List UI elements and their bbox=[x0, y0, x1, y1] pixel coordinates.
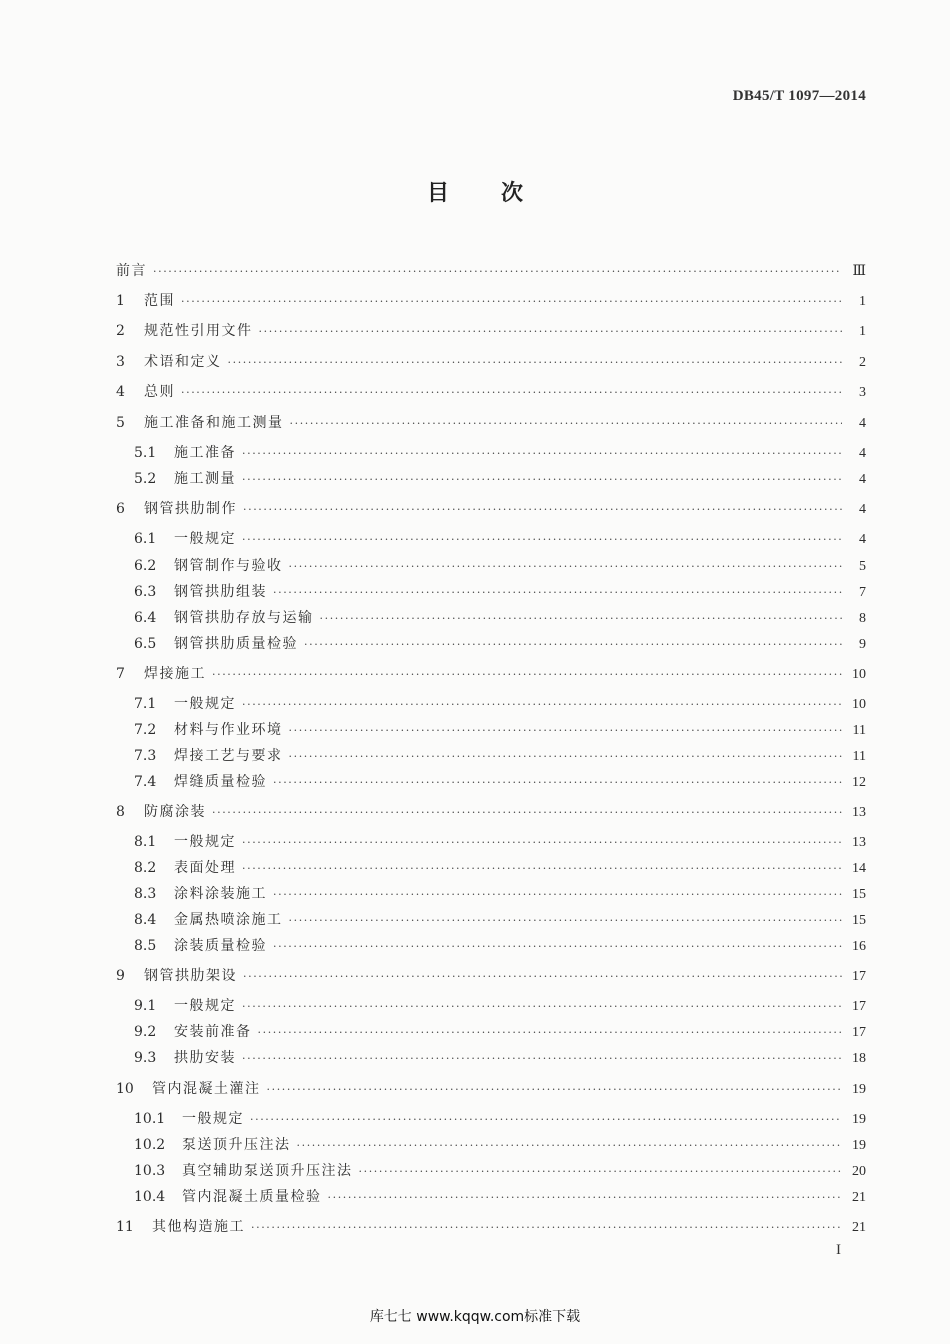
footer-watermark: 库七七 www.kqqw.com标准下载 bbox=[369, 1309, 581, 1325]
toc-page-number: Ⅲ bbox=[852, 264, 866, 279]
toc-leader-dots bbox=[289, 748, 843, 766]
toc-leader-dots bbox=[290, 415, 843, 433]
toc-title: 钢管拱肋质量检验 bbox=[174, 636, 298, 652]
toc-leader-dots bbox=[153, 263, 842, 281]
toc-number: 10.2 bbox=[134, 1137, 166, 1153]
toc-leader-dots bbox=[289, 558, 843, 576]
toc-leader-dots bbox=[250, 1111, 842, 1129]
toc-subsection-row[interactable] bbox=[134, 937, 866, 955]
toc-number: 9.2 bbox=[134, 1024, 157, 1040]
toc-page-number: 8 bbox=[859, 611, 866, 626]
toc-page-number: 20 bbox=[852, 1164, 866, 1179]
toc-title: 钢管拱肋组装 bbox=[174, 584, 267, 600]
toc-leader-dots bbox=[320, 610, 843, 628]
toc-number: 9 bbox=[116, 968, 125, 984]
toc-page-number: 15 bbox=[852, 913, 866, 928]
toc-page-number: 19 bbox=[852, 1112, 866, 1127]
toc-title: 钢管拱肋制作 bbox=[144, 501, 237, 517]
toc-title: 前言 bbox=[116, 263, 147, 279]
toc-page-number: 5 bbox=[859, 559, 866, 574]
toc-leader-dots bbox=[251, 1219, 842, 1237]
toc-leader-dots bbox=[242, 445, 842, 463]
toc-title: 一般规定 bbox=[174, 531, 236, 547]
toc-number: 6.4 bbox=[134, 610, 157, 626]
toc-title: 其他构造施工 bbox=[152, 1219, 245, 1235]
toc-number: 2 bbox=[116, 323, 125, 339]
toc-page-number: 11 bbox=[852, 749, 866, 764]
toc-number: 8.5 bbox=[134, 938, 157, 954]
toc-title: 施工测量 bbox=[174, 471, 236, 487]
toc-number: 6.5 bbox=[134, 636, 157, 652]
toc-subsection-row[interactable] bbox=[134, 997, 866, 1015]
toc-number: 10.4 bbox=[134, 1189, 166, 1205]
toc-number: 6.2 bbox=[134, 558, 157, 574]
toc-subsection-row[interactable] bbox=[134, 557, 866, 575]
toc-number: 6.3 bbox=[134, 584, 157, 600]
toc-page-number: 21 bbox=[852, 1190, 866, 1205]
toc-leader-dots bbox=[258, 1024, 843, 1042]
toc-section-row[interactable] bbox=[116, 803, 866, 821]
toc-number: 9.1 bbox=[134, 998, 157, 1014]
toc-section-row[interactable] bbox=[116, 500, 866, 518]
toc-leader-dots bbox=[242, 531, 842, 549]
toc-leader-dots bbox=[242, 696, 842, 714]
toc-page-number: 4 bbox=[859, 446, 866, 461]
toc-section-row[interactable] bbox=[116, 1218, 866, 1236]
toc-page-number: 1 bbox=[859, 294, 866, 309]
toc-leader-dots bbox=[259, 323, 843, 341]
toc-number: 8 bbox=[116, 804, 125, 820]
toc-title: 涂料涂装施工 bbox=[174, 886, 267, 902]
toc-leader-dots bbox=[181, 384, 842, 402]
toc-page-number: 9 bbox=[859, 637, 866, 652]
toc-page-number: 18 bbox=[852, 1051, 866, 1066]
toc-subsection-row[interactable] bbox=[134, 444, 866, 462]
toc-section-row[interactable] bbox=[116, 262, 866, 280]
toc-title: 一般规定 bbox=[174, 696, 236, 712]
toc-number: 8.2 bbox=[134, 860, 157, 876]
toc-subsection-row[interactable] bbox=[134, 833, 866, 851]
toc-subsection-row[interactable] bbox=[134, 635, 866, 653]
toc-section-row[interactable] bbox=[116, 1080, 866, 1098]
toc-number: 5 bbox=[116, 415, 125, 431]
toc-subsection-row[interactable] bbox=[134, 1162, 866, 1180]
toc-page-number: 17 bbox=[852, 969, 866, 984]
toc-number: 3 bbox=[116, 354, 125, 370]
page-title: 目次 bbox=[426, 181, 575, 206]
toc-leader-dots bbox=[242, 471, 842, 489]
toc-page-number: 11 bbox=[852, 723, 866, 738]
toc-title: 真空辅助泵送顶升压注法 bbox=[182, 1163, 353, 1179]
toc-leader-dots bbox=[273, 584, 842, 602]
toc-number: 9.3 bbox=[134, 1050, 157, 1066]
toc-leader-dots bbox=[289, 912, 843, 930]
toc-leader-dots bbox=[242, 998, 842, 1016]
toc-title: 钢管制作与验收 bbox=[174, 558, 283, 574]
toc-subsection-row[interactable] bbox=[134, 721, 866, 739]
toc-subsection-row[interactable] bbox=[134, 773, 866, 791]
toc-leader-dots bbox=[181, 293, 842, 311]
toc-leader-dots bbox=[267, 1081, 843, 1099]
toc-number: 8.4 bbox=[134, 912, 157, 928]
toc-page-number: 7 bbox=[859, 585, 866, 600]
toc-title: 范围 bbox=[144, 293, 175, 309]
toc-subsection-row[interactable] bbox=[134, 747, 866, 765]
toc-subsection-row[interactable] bbox=[134, 1188, 866, 1206]
toc-page-number: 3 bbox=[859, 385, 866, 400]
toc-subsection-row[interactable] bbox=[134, 859, 866, 877]
toc-title: 总则 bbox=[144, 384, 175, 400]
toc-page-number: 17 bbox=[852, 999, 866, 1014]
toc-page-number: 15 bbox=[852, 887, 866, 902]
toc-page-number: 12 bbox=[852, 775, 866, 790]
toc-subsection-row[interactable] bbox=[134, 1110, 866, 1128]
toc-leader-dots bbox=[273, 886, 842, 904]
toc-title: 焊接施工 bbox=[144, 666, 206, 682]
toc-title: 焊接工艺与要求 bbox=[174, 748, 283, 764]
toc-leader-dots bbox=[242, 1050, 842, 1068]
toc-number: 4 bbox=[116, 384, 125, 400]
toc-subsection-row[interactable] bbox=[134, 609, 866, 627]
toc-page-number: 19 bbox=[852, 1082, 866, 1097]
toc-leader-dots bbox=[243, 501, 842, 519]
toc-section-row[interactable] bbox=[116, 353, 866, 371]
page-number: I bbox=[836, 1242, 841, 1258]
toc-leader-dots bbox=[359, 1163, 843, 1181]
toc-leader-dots bbox=[273, 774, 842, 792]
toc-title: 钢管拱肋存放与运输 bbox=[174, 610, 314, 626]
toc-leader-dots bbox=[212, 804, 842, 822]
toc-subsection-row[interactable] bbox=[134, 470, 866, 488]
toc-number: 7.2 bbox=[134, 722, 157, 738]
toc-subsection-row[interactable] bbox=[134, 1136, 866, 1154]
toc-number: 6 bbox=[116, 501, 125, 517]
toc-leader-dots bbox=[242, 860, 842, 878]
toc-page-number: 2 bbox=[859, 355, 866, 370]
toc-title: 术语和定义 bbox=[144, 354, 222, 370]
toc-title: 拱肋安装 bbox=[174, 1050, 236, 1066]
toc-title: 材料与作业环境 bbox=[174, 722, 283, 738]
toc-leader-dots bbox=[304, 636, 842, 654]
toc-title: 一般规定 bbox=[174, 834, 236, 850]
toc-number: 10.1 bbox=[134, 1111, 166, 1127]
toc-page-number: 13 bbox=[852, 805, 866, 820]
toc-number: 5.2 bbox=[134, 471, 157, 487]
toc-title: 焊缝质量检验 bbox=[174, 774, 267, 790]
toc-number: 11 bbox=[116, 1219, 134, 1235]
toc-page-number: 1 bbox=[859, 324, 866, 339]
toc-subsection-row[interactable] bbox=[134, 1049, 866, 1067]
toc-title: 管内混凝土灌注 bbox=[152, 1081, 261, 1097]
toc-subsection-row[interactable] bbox=[134, 695, 866, 713]
toc-number: 10 bbox=[116, 1081, 134, 1097]
toc-number: 10.3 bbox=[134, 1163, 166, 1179]
toc-subsection-row[interactable] bbox=[134, 583, 866, 601]
toc-leader-dots bbox=[273, 938, 842, 956]
toc-section-row[interactable] bbox=[116, 967, 866, 985]
toc-number: 8.1 bbox=[134, 834, 157, 850]
toc-number: 7.3 bbox=[134, 748, 157, 764]
toc-section-row[interactable] bbox=[116, 383, 866, 401]
toc-page-number: 4 bbox=[859, 416, 866, 431]
toc-title: 一般规定 bbox=[174, 998, 236, 1014]
toc-title: 泵送顶升压注法 bbox=[182, 1137, 291, 1153]
toc-page-number: 4 bbox=[859, 502, 866, 517]
toc-title: 规范性引用文件 bbox=[144, 323, 253, 339]
toc-leader-dots bbox=[242, 834, 842, 852]
toc-page-number: 10 bbox=[852, 667, 866, 682]
toc-page-number: 17 bbox=[852, 1025, 866, 1040]
toc-page-number: 4 bbox=[859, 532, 866, 547]
toc-section-row[interactable] bbox=[116, 665, 866, 683]
toc-section-row[interactable] bbox=[116, 292, 866, 310]
toc-subsection-row[interactable] bbox=[134, 911, 866, 929]
toc-page-number: 16 bbox=[852, 939, 866, 954]
toc-leader-dots bbox=[228, 354, 843, 372]
toc-leader-dots bbox=[328, 1189, 843, 1207]
document-code: DB45/T 1097—2014 bbox=[732, 88, 866, 104]
toc-number: 7.4 bbox=[134, 774, 157, 790]
toc-number: 5.1 bbox=[134, 445, 157, 461]
toc-number: 6.1 bbox=[134, 531, 157, 547]
toc-leader-dots bbox=[297, 1137, 843, 1155]
toc-section-row[interactable] bbox=[116, 414, 866, 432]
toc-title: 安装前准备 bbox=[174, 1024, 252, 1040]
toc-section-row[interactable] bbox=[116, 322, 866, 340]
toc-number: 8.3 bbox=[134, 886, 157, 902]
toc-subsection-row[interactable] bbox=[134, 885, 866, 903]
toc-title: 一般规定 bbox=[182, 1111, 244, 1127]
toc-title: 施工准备 bbox=[174, 445, 236, 461]
toc-number: 7.1 bbox=[134, 696, 157, 712]
toc-number: 7 bbox=[116, 666, 125, 682]
toc-leader-dots bbox=[243, 968, 842, 986]
toc-page-number: 4 bbox=[859, 472, 866, 487]
toc-page-number: 21 bbox=[852, 1220, 866, 1235]
toc-title: 涂装质量检验 bbox=[174, 938, 267, 954]
toc-title: 管内混凝土质量检验 bbox=[182, 1189, 322, 1205]
toc-title: 施工准备和施工测量 bbox=[144, 415, 284, 431]
toc-title: 钢管拱肋架设 bbox=[144, 968, 237, 984]
toc-title: 金属热喷涂施工 bbox=[174, 912, 283, 928]
toc-page-number: 13 bbox=[852, 835, 866, 850]
toc-subsection-row[interactable] bbox=[134, 530, 866, 548]
toc-subsection-row[interactable] bbox=[134, 1023, 866, 1041]
toc-leader-dots bbox=[289, 722, 843, 740]
toc-title: 表面处理 bbox=[174, 860, 236, 876]
toc-title: 防腐涂装 bbox=[144, 804, 206, 820]
toc-page-number: 14 bbox=[852, 861, 866, 876]
toc-number: 1 bbox=[116, 293, 125, 309]
toc-leader-dots bbox=[212, 666, 842, 684]
toc-page-number: 10 bbox=[852, 697, 866, 712]
toc-page-number: 19 bbox=[852, 1138, 866, 1153]
